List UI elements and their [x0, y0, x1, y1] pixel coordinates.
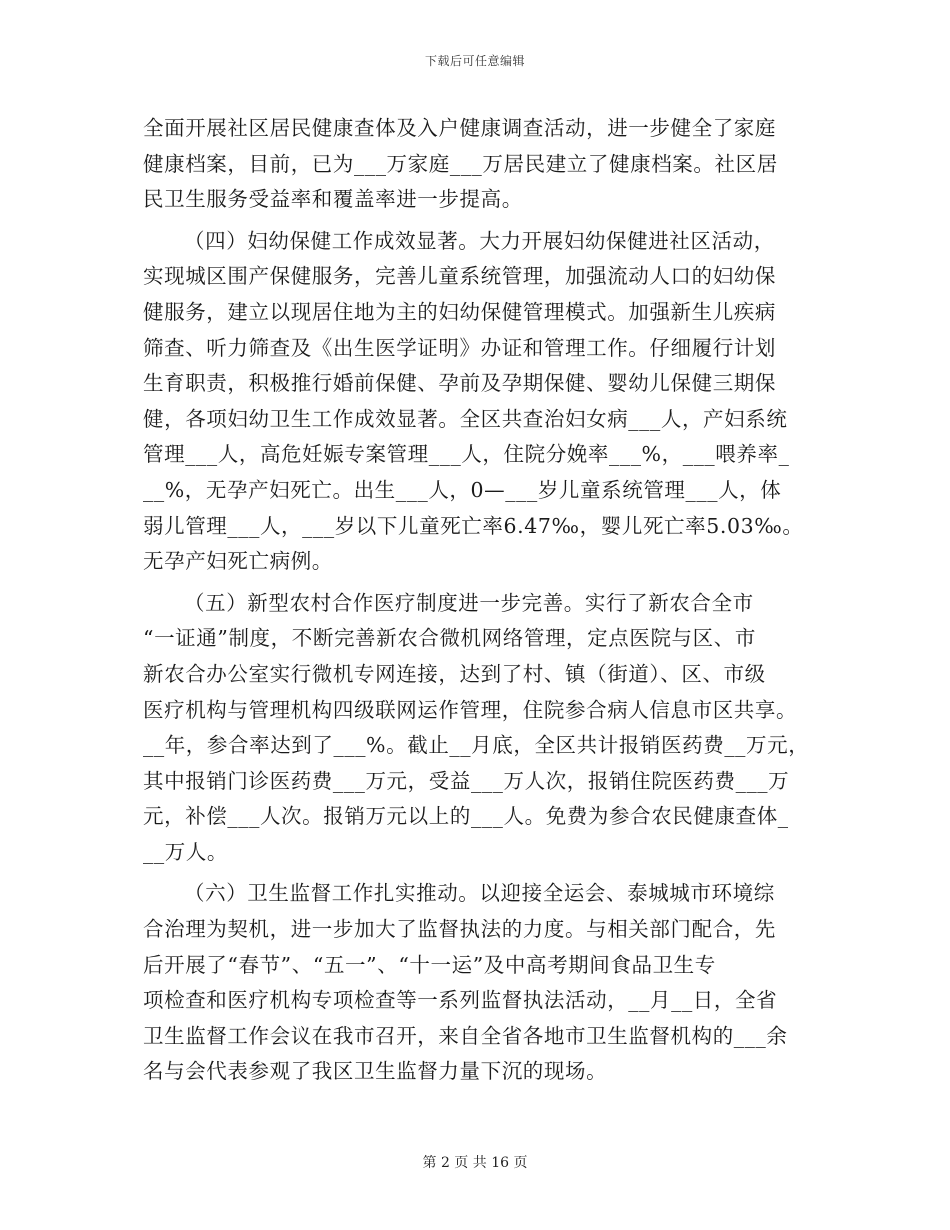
paragraph-4 — [143, 876, 815, 1090]
paragraph-1 — [143, 111, 815, 218]
page-header: 下载后可任意编辑 — [424, 54, 525, 68]
page-footer: 第 2 页 共 16 页 — [422, 1155, 528, 1171]
paragraph-3 — [143, 586, 815, 871]
text-line: （五）新型农村合作医疗制度进一步完善。实行了新农合全市 — [184, 590, 754, 615]
document-body — [143, 111, 815, 1090]
text-line: 筛查、听力筛查及《出生医学证明》办证和管理工作。仔细履行计划 — [143, 335, 776, 360]
text-line: __%，无孕产妇死亡。出生___人，0—___岁儿童系统管理___人，体 — [143, 477, 782, 502]
text-line: “一证通”制度，不断完善新农合微机网络管理，定点医院与区、市 — [143, 626, 756, 651]
text-line: 名与会代表参观了我区卫生监督力量下沉的现场。 — [143, 1059, 608, 1084]
text-line: 无孕产妇死亡病例。 — [143, 549, 333, 574]
paragraph-2 — [143, 224, 815, 580]
text-line: __年，参合率达到了___%。截止__月底，全区共计报销医药费__万元， — [143, 733, 810, 758]
text-line: 生育职责，积极推行婚前保健、孕前及孕期保健、婴幼儿保健三期保 — [143, 371, 776, 396]
text-line: 健，各项妇幼卫生工作成效显著。全区共查治妇女病___人，产妇系统 — [143, 406, 788, 431]
text-line: 民卫生服务受益率和覆盖率进一步提高。 — [143, 187, 523, 212]
text-line: 卫生监督工作会议在我市召开，来自全省各地市卫生监督机构的___余 — [143, 1023, 788, 1048]
text-line: 项检查和医疗机构专项检查等一系列监督执法活动，__月__日，全省 — [143, 988, 778, 1013]
text-line: 实现城区围产保健服务，完善儿童系统管理，加强流动人口的妇幼保 — [143, 264, 776, 289]
text-line: 全面开展社区居民健康查体及入户健康调查活动，进一步健全了家庭 — [143, 116, 776, 140]
text-line: 其中报销门诊医药费___万元，受益___万人次，报销住院医药费___万 — [143, 768, 790, 793]
text-line: 健康档案，目前，已为___万家庭___万居民建立了健康档案。社区居 — [143, 151, 778, 176]
text-line: 健服务，建立以现居住地为主的妇幼保健管理模式。加强新生儿疾病 — [143, 299, 776, 324]
text-line: 合治理为契机，进一步加大了监督执法的力度。与相关部门配合，先 — [143, 917, 776, 942]
text-line: （四）妇幼保健工作成效显著。大力开展妇幼保健进社区活动， — [184, 228, 775, 253]
text-line: 元，补偿___人次。报销万元以上的___人。免费为参合农民健康查体_ — [143, 804, 789, 829]
text-line: 管理___人，高危妊娠专案管理___人，住院分娩率___%，___喂养率_ — [143, 442, 790, 467]
text-line: 医疗机构与管理机构四级联网运作管理，住院参合病人信息市区共享。 — [143, 697, 798, 722]
text-line: 弱儿管理___人，___岁以下儿童死亡率6.47‰，婴儿死亡率5.03‰。 — [143, 513, 804, 538]
text-line: 后开展了“春节”、“五一”、“十一运”及中高考期间食品卫生专 — [143, 952, 716, 977]
text-line: （六）卫生监督工作扎实推动。以迎接全运会、泰城城市环境综 — [184, 881, 775, 906]
text-line: __万人。 — [143, 839, 228, 864]
text-line: 新农合办公室实行微机专网连接，达到了村、镇（街道）、区、市级 — [143, 661, 766, 686]
